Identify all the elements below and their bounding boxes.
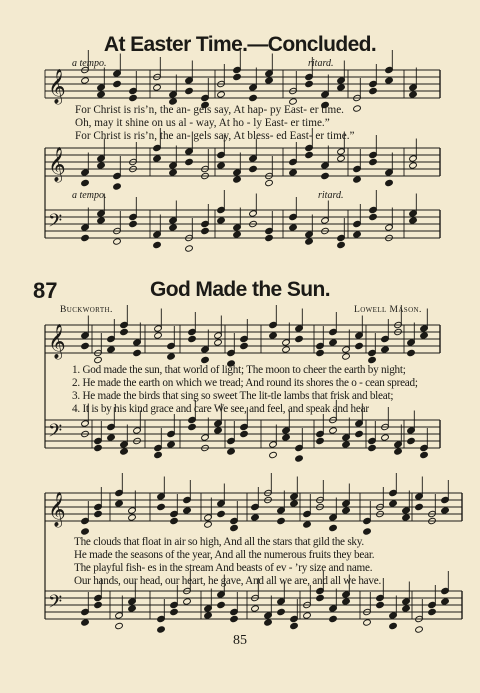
note-head: [369, 158, 378, 165]
note-head: [289, 224, 298, 231]
note-head: [249, 165, 258, 172]
note-head: [265, 77, 274, 84]
note-head: [129, 94, 138, 101]
note-head: [183, 598, 192, 605]
hymn-number: 87: [33, 278, 58, 303]
note-head: [113, 238, 122, 245]
note-head: [94, 444, 103, 451]
bass-clef: 𝄢: [48, 421, 63, 446]
note-head: [154, 332, 163, 339]
note-head: [97, 91, 106, 98]
note-head: [282, 434, 291, 441]
note-head: [342, 441, 351, 448]
tempo-marking: a tempo.: [72, 190, 107, 201]
treble-clef: 𝄞: [48, 492, 66, 527]
note-head: [188, 423, 197, 430]
note-head: [381, 346, 390, 353]
note-head: [157, 503, 166, 510]
note-head: [282, 346, 291, 353]
note-head: [337, 241, 346, 248]
note-head: [120, 448, 129, 455]
note-head: [204, 612, 213, 619]
note-head: [295, 455, 304, 462]
note-head: [214, 427, 223, 434]
note-head: [169, 224, 178, 231]
note-head: [402, 605, 411, 612]
note-head: [233, 73, 242, 80]
note-head: [295, 335, 304, 342]
bass-clef: 𝄢: [48, 211, 63, 236]
note-head: [290, 622, 299, 629]
note-head: [217, 601, 226, 608]
note-head: [305, 238, 314, 245]
note-head: [269, 451, 278, 458]
note-head: [204, 521, 213, 528]
composer-name: Lowell Mason.: [354, 305, 422, 315]
note-head: [420, 451, 429, 458]
note-head: [169, 169, 178, 176]
note-head: [183, 507, 192, 514]
note-head: [337, 84, 346, 91]
note-head: [107, 346, 116, 353]
note-head: [385, 77, 394, 84]
note-head: [420, 332, 429, 339]
note-head: [265, 234, 274, 241]
note-head: [107, 434, 116, 441]
verse-line: He made the seasons of the year, And all the numerous fruits they bear.: [74, 549, 375, 561]
note-head: [188, 335, 197, 342]
note-head: [120, 328, 129, 335]
note-head: [81, 234, 90, 241]
note-head: [81, 77, 90, 84]
note-head: [240, 430, 249, 437]
treble-clef: 𝄞: [48, 69, 66, 104]
note-head: [185, 158, 194, 165]
note-head: [409, 217, 418, 224]
note-head: [342, 507, 351, 514]
note-head: [233, 176, 242, 183]
note-head: [81, 342, 90, 349]
note-head: [227, 448, 236, 455]
note-head: [153, 155, 162, 162]
note-head: [230, 615, 239, 622]
tempo-marking: a tempo.: [72, 58, 107, 69]
note-head: [289, 169, 298, 176]
note-head: [329, 339, 338, 346]
note-head: [167, 353, 176, 360]
note-head: [355, 430, 364, 437]
note-head: [217, 162, 226, 169]
note-head: [81, 179, 90, 186]
note-head: [316, 437, 325, 444]
note-head: [316, 594, 325, 601]
note-head: [128, 605, 137, 612]
note-head: [407, 437, 416, 444]
note-head: [394, 448, 403, 455]
note-head: [389, 500, 398, 507]
section-title: At Easter Time.—Concluded.: [103, 33, 377, 56]
note-head: [409, 162, 418, 169]
hymn-title: God Made the Sun.: [150, 278, 330, 301]
note-head: [129, 220, 138, 227]
verse-line: 1. God made the sun, that world of light; The moon to cheer the earth by night;: [72, 364, 406, 376]
note-head: [113, 80, 122, 87]
note-head: [154, 451, 163, 458]
note-head: [81, 528, 90, 535]
note-head: [97, 217, 106, 224]
verse-line: 3. He made the birds that sing so sweet The lit-tle lambs that frisk and bleat;: [72, 390, 394, 402]
note-head: [94, 510, 103, 517]
verse-line: Our hands, our head, our heart, he gave, And all we are, and all we have.: [74, 575, 381, 587]
note-head: [153, 241, 162, 248]
note-head: [381, 434, 390, 441]
note-head: [230, 524, 239, 531]
note-head: [251, 514, 260, 521]
note-head: [389, 622, 398, 629]
note-head: [214, 339, 223, 346]
note-head: [369, 213, 378, 220]
note-head: [369, 87, 378, 94]
note-head: [133, 349, 142, 356]
note-head: [240, 342, 249, 349]
note-head: [305, 80, 314, 87]
note-head: [316, 349, 325, 356]
note-head: [363, 619, 372, 626]
note-head: [428, 608, 437, 615]
note-head: [407, 349, 416, 356]
note-head: [342, 353, 351, 360]
note-head: [81, 619, 90, 626]
lyric-line: Oh, may it shine on us al - way, At ho - ly East- er time.”: [75, 117, 330, 129]
note-head: [363, 528, 372, 535]
note-head: [94, 356, 103, 363]
note-head: [303, 612, 312, 619]
note-head: [249, 94, 258, 101]
note-head: [303, 521, 312, 528]
note-head: [170, 608, 179, 615]
note-head: [277, 608, 286, 615]
note-head: [185, 245, 194, 252]
note-head: [265, 179, 274, 186]
note-head: [201, 356, 210, 363]
verse-line: The playful fish- es in the stream And beasts of ev - ’ry size and name.: [74, 562, 373, 574]
note-head: [115, 500, 124, 507]
note-head: [441, 598, 450, 605]
note-head: [264, 619, 273, 626]
bass-clef: 𝄢: [48, 592, 63, 617]
note-head: [201, 227, 210, 234]
note-head: [305, 151, 314, 158]
note-head: [368, 444, 377, 451]
note-head: [355, 342, 364, 349]
note-head: [97, 162, 106, 169]
note-head: [251, 605, 260, 612]
note-head: [233, 231, 242, 238]
note-head: [94, 601, 103, 608]
note-head: [368, 356, 377, 363]
page-number: 85: [233, 633, 247, 648]
lyric-line: For Christ is ris’n, the an- gels say, At hap- py East- er time.: [75, 104, 344, 116]
note-head: [167, 441, 176, 448]
verse-line: The clouds that float in air so high, And all the stars that gild the sky.: [74, 536, 364, 548]
note-head: [385, 179, 394, 186]
note-head: [415, 503, 424, 510]
note-head: [402, 514, 411, 521]
verse-line: 4. It is by his kind grace and care We see, and feel, and speak and hear: [72, 403, 369, 415]
note-head: [170, 517, 179, 524]
note-head: [217, 217, 226, 224]
note-head: [329, 615, 338, 622]
note-head: [342, 598, 351, 605]
note-head: [277, 517, 286, 524]
note-head: [353, 231, 362, 238]
note-head: [376, 601, 385, 608]
note-head: [441, 507, 450, 514]
note-head: [353, 105, 362, 112]
note-head: [153, 84, 162, 91]
note-head: [217, 91, 226, 98]
note-head: [128, 514, 137, 521]
note-head: [353, 176, 362, 183]
ritard-marking: ritard.: [308, 58, 334, 69]
note-head: [115, 622, 124, 629]
note-head: [329, 427, 338, 434]
note-head: [269, 332, 278, 339]
note-head: [290, 500, 299, 507]
treble-clef: 𝄞: [48, 147, 66, 182]
note-head: [337, 155, 346, 162]
ritard-marking: ritard.: [318, 190, 344, 201]
tune-name: Buckworth.: [60, 305, 113, 315]
note-head: [409, 91, 418, 98]
note-head: [217, 510, 226, 517]
lyric-line: For Christ is ris’n, the an- gels say, At bless- ed East- er time.”: [75, 130, 355, 142]
verse-line: 2. He made the earth on which we tread; And round its shores the o - cean spread;: [72, 377, 418, 389]
note-head: [321, 172, 330, 179]
note-head: [185, 87, 194, 94]
note-head: [329, 524, 338, 531]
treble-clef: 𝄞: [48, 324, 66, 359]
note-head: [113, 183, 122, 190]
